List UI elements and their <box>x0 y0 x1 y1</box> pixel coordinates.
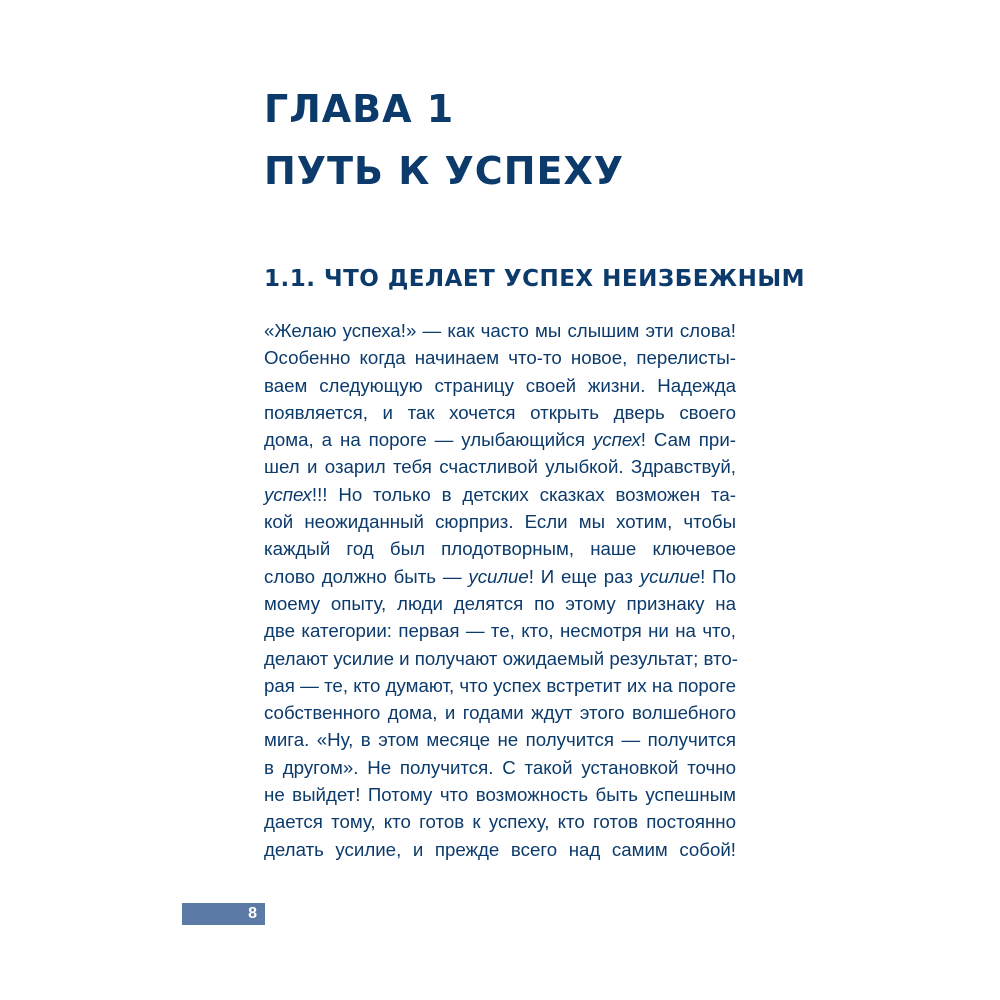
text-line: появляется, и так хочется открыть дверь своего <box>264 401 736 423</box>
text-line: кой неожиданный сюрприз. Если мы хотим, чтобы <box>264 511 736 533</box>
text-line: Особенно когда начинаем что-то новое, перелисты- <box>264 347 736 369</box>
emphasis-effort: усилие <box>468 565 529 587</box>
text-line <box>264 563 736 590</box>
text-line: не выйдет! Потому что возможность быть успешным <box>264 784 736 806</box>
text-segment: !!! Но только в детских сказках возможен та- <box>311 483 736 505</box>
text-line: шел и озарил тебя счастливой улыбкой. Здравствуй, <box>264 456 736 478</box>
text-line <box>264 481 736 508</box>
text-line: дается тому, кто готов к успеху, кто готов постоянно <box>264 811 736 833</box>
text-line: делают усилие и получают ожидаемый результат; вто- <box>264 647 738 669</box>
text-segment: слово должно быть — <box>264 565 469 587</box>
text-line: рая — те, кто думают, что успех встретит их на пороге <box>264 674 736 696</box>
emphasis-success: успех <box>592 429 641 451</box>
text-line: собственного дома, и годами ждут этого волшебного <box>264 702 736 724</box>
text-line: в другом». Не получится. С такой установкой точно <box>264 756 736 778</box>
text-line: ваем следующую страницу своей жизни. Надежда <box>264 374 736 396</box>
body-paragraph <box>264 317 736 863</box>
text-segment: ! Сам при- <box>640 429 736 451</box>
section-title: 1.1. ЧТО ДЕЛАЕТ УСПЕХ НЕИЗБЕЖНЫМ <box>264 266 806 292</box>
chapter-heading <box>264 78 624 202</box>
text-line: две категории: первая — те, кто, несмотря ни на что, <box>264 620 736 642</box>
text-segment: дома, а на пороге — улыбающийся <box>264 429 593 451</box>
page-number: 8 <box>248 905 257 922</box>
chapter-label: ГЛАВА 1 <box>264 87 455 131</box>
text-line: мига. «Ну, в этом месяце не получится — получится <box>264 729 736 751</box>
emphasis-effort: усилие <box>639 565 701 587</box>
text-line: «Желаю успеха!» — как часто мы слышим эти слова! <box>264 320 736 341</box>
page-number-bar <box>182 903 265 925</box>
text-line: каждый год был плодотворным, наше ключевое <box>264 538 736 560</box>
chapter-title: ПУТЬ К УСПЕХУ <box>264 149 625 193</box>
emphasis-success: успех <box>264 483 312 505</box>
text-segment: ! По <box>700 565 736 587</box>
text-segment: ! И еще раз <box>528 565 640 587</box>
text-line <box>264 426 736 453</box>
text-line: моему опыту, люди делятся по этому признаку на <box>264 592 736 614</box>
text-line: делать усилие, и прежде всего над самим собой! <box>264 838 736 860</box>
